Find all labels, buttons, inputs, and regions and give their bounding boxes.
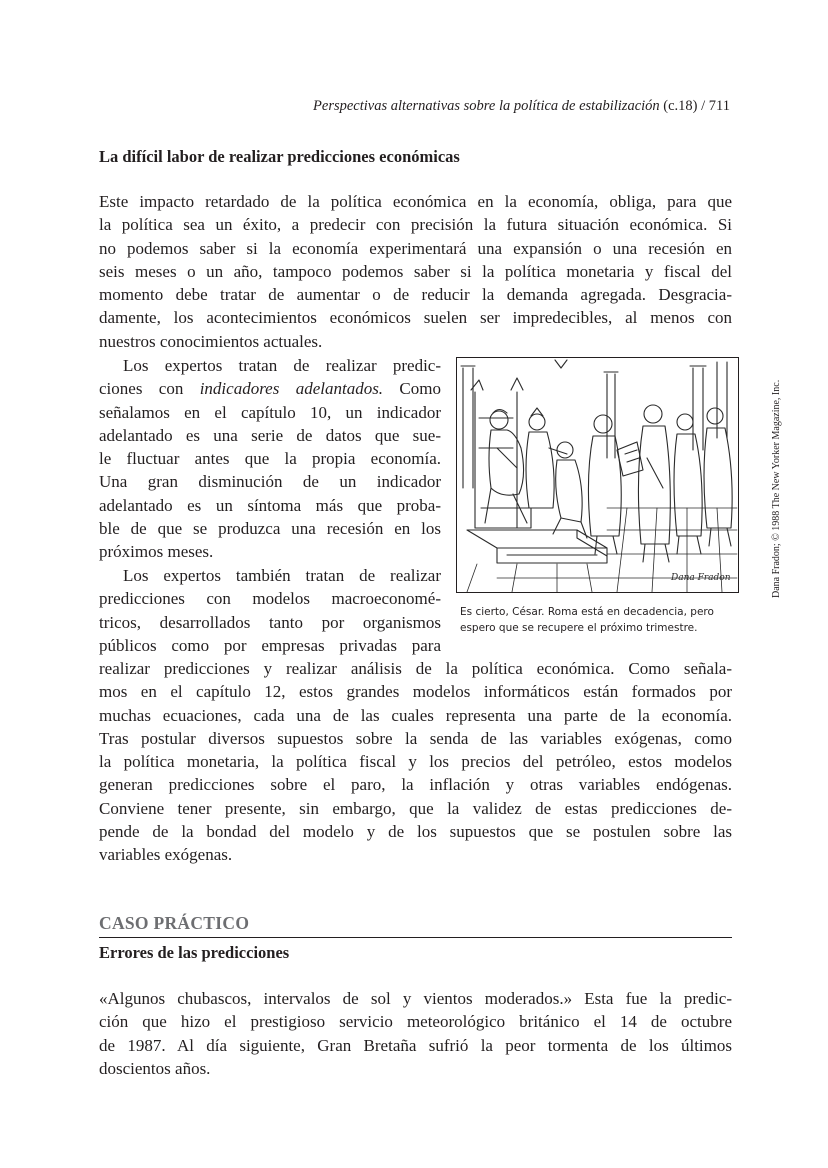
- text-run: ciones con: [99, 379, 200, 399]
- text-line: públicos como por empresas privadas para: [99, 635, 441, 655]
- text-line: Una gran disminución de un indicador: [99, 472, 441, 492]
- text-line: Tras postular diversos supuestos sobre la senda de las variables exógenas, como: [99, 728, 732, 748]
- paragraph-leading-indicators: [99, 354, 441, 564]
- text-line: nuestros conocimientos actuales.: [99, 331, 323, 351]
- seated-figure: [553, 442, 587, 538]
- case-study-label: CASO PRÁCTICO: [99, 913, 250, 933]
- paragraph-macro-models-continued: [99, 657, 732, 867]
- case-study-subtitle: Errores de las predicciones: [99, 943, 290, 962]
- text-line: generan predicciones sobre el paro, la inflación y otras variables endógenas.: [99, 775, 732, 795]
- text-line: predicciones con modelos macroeconomé-: [99, 589, 441, 609]
- standing-senators: [638, 405, 732, 562]
- text-line: seis meses o un año, tampoco podemos saber si la política monetaria y fiscal del: [99, 261, 732, 281]
- cartoon-caption: [460, 604, 750, 636]
- running-title: Perspectivas alternativas sobre la política de estabilización: [313, 98, 660, 114]
- text-line: Los expertos tratan de realizar predic-: [123, 356, 441, 375]
- text-line: Este impacto retardado de la política económica en la economía, obliga, para que: [99, 192, 732, 211]
- text-line: no podemos saber si la economía experimentará una expansión o una recesión en: [99, 238, 732, 258]
- text-line: momento debe tratar de aumentar o de reducir la demanda agregada. Desgracia-: [99, 285, 732, 305]
- text-line: realizar predicciones y realizar análisis de la política económica. Como señala-: [99, 659, 732, 678]
- paragraph-macro-models-start: [99, 564, 441, 657]
- text-line: adelantado es una serie de datos que sue-: [99, 425, 441, 445]
- section-title: La difícil labor de realizar predicciones económicas: [99, 147, 460, 166]
- text-run: Como: [383, 379, 441, 399]
- text-line: próximos meses.: [99, 542, 214, 562]
- text-line: ción que hizo el prestigioso servicio meteorológico británico el 14 de octubre: [99, 1012, 732, 1032]
- text-line: de 1987. Al día siguiente, Gran Bretaña sufrió la peor tormenta de los últimos: [99, 1035, 732, 1055]
- text-line: doscientos años.: [99, 1058, 211, 1078]
- text-line: ble de que se produzca una recesión en los: [99, 519, 441, 539]
- caesar-figure: [485, 410, 527, 524]
- text-line: «Algunos chubascos, intervalos de sol y vientos moderados.» Esta fue la predic-: [99, 989, 732, 1008]
- text-line: Conviene tener presente, sin embargo, que la validez de estas predicciones de-: [99, 798, 732, 818]
- case-study-divider: [99, 937, 732, 938]
- paragraph-forecasting-intro: [99, 190, 732, 353]
- text-line: tricos, desarrollados tanto por organismos: [99, 612, 441, 632]
- term-leading-indicators: indicadores adelantados.: [199, 379, 384, 399]
- text-line: Los expertos también tratan de realizar: [123, 566, 441, 585]
- cartoon-illustration: [456, 357, 739, 593]
- chapter-ref: (c.18): [663, 98, 698, 114]
- cartoon-drawing: [457, 358, 738, 592]
- text-line: la política sea un éxito, a predecir con precisión la futura situación económica. Si: [99, 215, 732, 235]
- text-line: muchas ecuaciones, cada una de las cuales representa una parte de la economía.: [99, 705, 732, 725]
- text-line: [99, 377, 441, 400]
- page-number: 711: [708, 98, 730, 114]
- text-line: la política monetaria, la política fiscal y los precios del petróleo, estos modelos: [99, 752, 732, 772]
- text-line: mos en el capítulo 12, estos grandes modelos informáticos están formados por: [99, 682, 732, 702]
- caption-line: Es cierto, César. Roma está en decadencia, pero: [460, 606, 714, 618]
- caption-line: espero que se recupere el próximo trimestre.: [460, 622, 698, 634]
- text-line: le fluctuar antes que la propia economía.: [99, 449, 441, 469]
- text-line: variables exógenas.: [99, 845, 233, 865]
- cartoon-credit: Dana Fradon; © 1988 The New Yorker Magazine, Inc.: [771, 379, 782, 598]
- cartoon-signature: Dana Fradon: [671, 573, 731, 583]
- attendant-figure: [526, 408, 567, 508]
- running-head-separator: /: [701, 98, 706, 114]
- senator-with-scroll: [588, 415, 643, 554]
- text-line: pende de la bondad del modelo y de los supuestos que se postulen sobre las: [99, 822, 732, 842]
- text-line: adelantado es un síntoma más que proba-: [99, 495, 441, 515]
- text-line: damente, los acontecimientos económicos suelen ser impredecibles, al menos con: [99, 308, 732, 328]
- paragraph-case-study: [99, 987, 732, 1080]
- text-line: señalamos en el capítulo 10, un indicador: [99, 402, 441, 422]
- running-head: [313, 98, 730, 115]
